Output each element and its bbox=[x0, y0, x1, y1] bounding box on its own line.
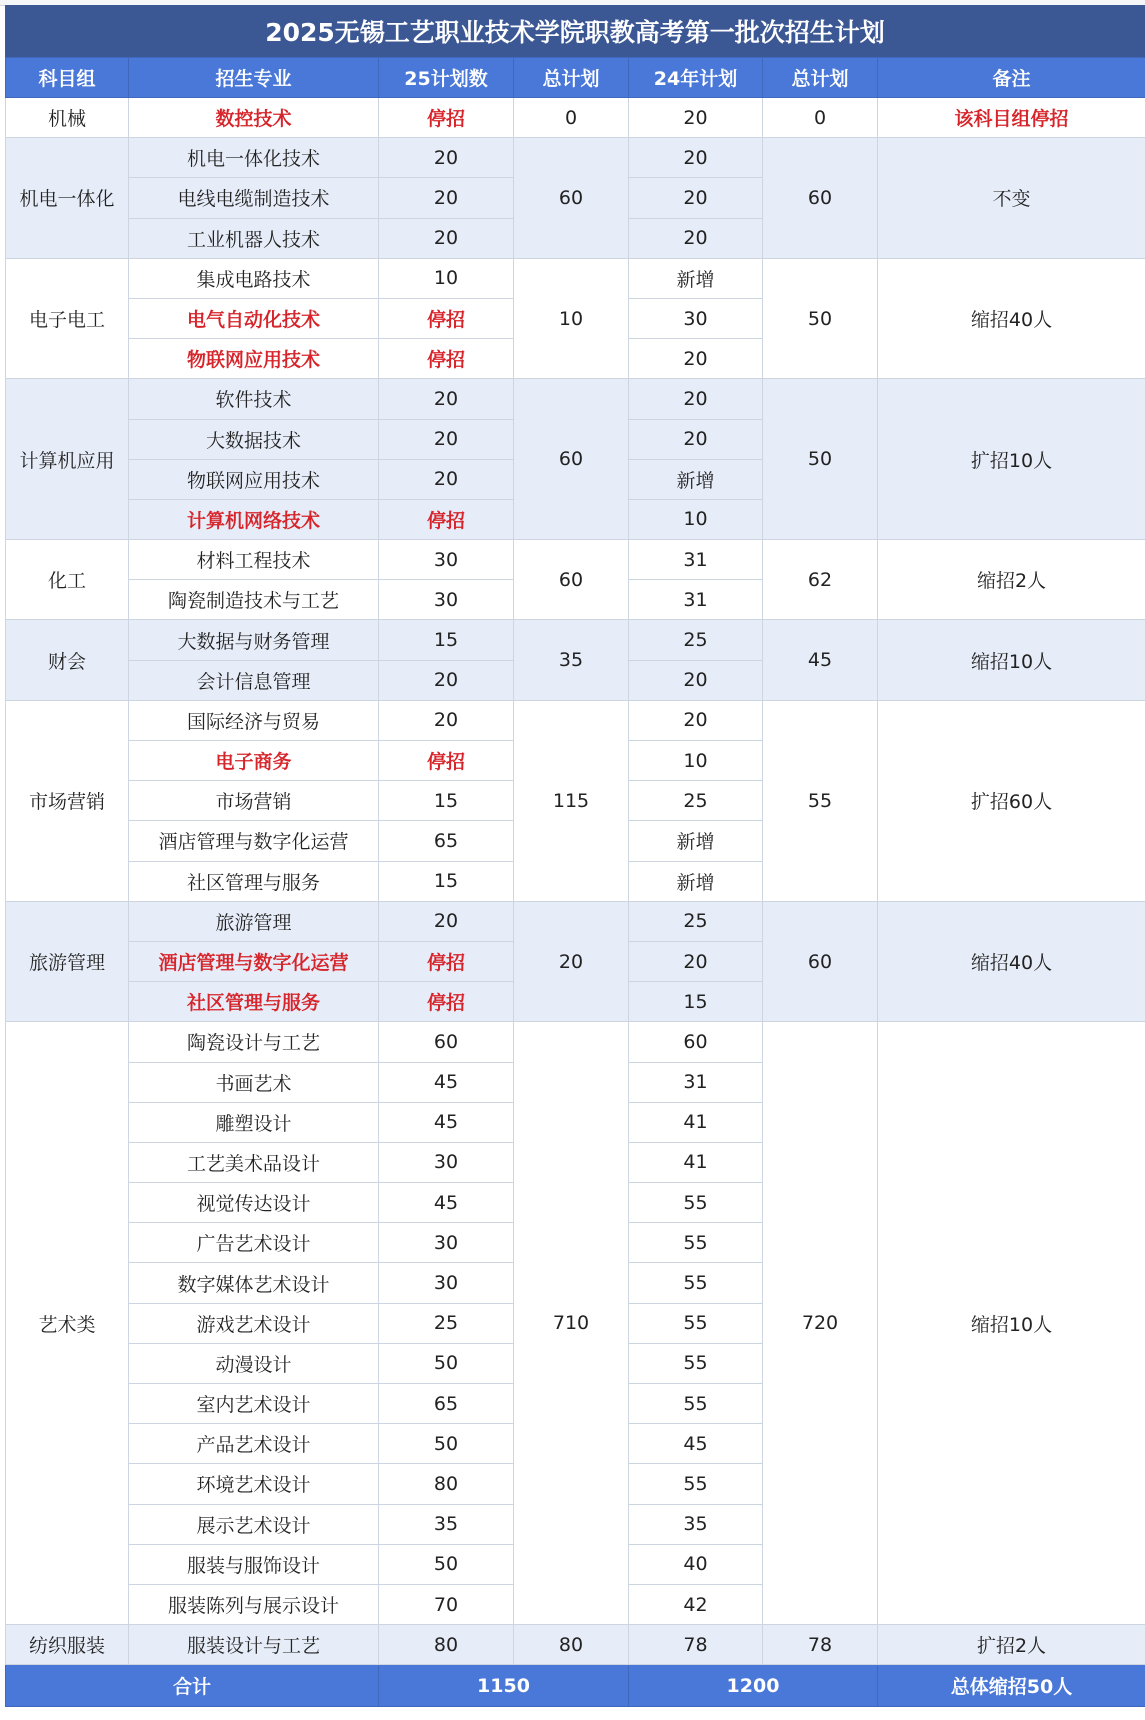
major-cell: 陶瓷设计与工艺 bbox=[129, 1022, 379, 1062]
note-cell: 缩招10人 bbox=[878, 620, 1145, 700]
table-row bbox=[6, 700, 1145, 740]
plan-25-cell: 20 bbox=[379, 700, 514, 740]
header-row bbox=[6, 58, 1145, 98]
total-plan-25: 1150 bbox=[379, 1665, 629, 1707]
header-note: 备注 bbox=[878, 58, 1145, 98]
total-note: 总体缩招50人 bbox=[878, 1665, 1145, 1707]
plan-24-cell: 10 bbox=[629, 741, 763, 781]
plan-25-cell: 65 bbox=[379, 1384, 514, 1424]
plan-25-cell: 停招 bbox=[379, 499, 514, 539]
major-cell: 软件技术 bbox=[129, 379, 379, 419]
major-cell: 会计信息管理 bbox=[129, 660, 379, 700]
plan-25-cell: 20 bbox=[379, 379, 514, 419]
note-cell: 扩招10人 bbox=[878, 379, 1145, 540]
plan-25-cell: 15 bbox=[379, 620, 514, 660]
group-total-24-cell: 60 bbox=[763, 901, 878, 1022]
group-total-24-cell: 50 bbox=[763, 379, 878, 540]
major-cell: 展示艺术设计 bbox=[129, 1504, 379, 1544]
major-cell: 广告艺术设计 bbox=[129, 1223, 379, 1263]
plan-24-cell: 55 bbox=[629, 1343, 763, 1383]
note-cell: 缩招10人 bbox=[878, 1022, 1145, 1625]
subject-group-cell: 计算机应用 bbox=[6, 379, 129, 540]
major-cell: 动漫设计 bbox=[129, 1343, 379, 1383]
plan-25-cell: 15 bbox=[379, 781, 514, 821]
table-body bbox=[6, 98, 1145, 1665]
plan-24-cell: 31 bbox=[629, 540, 763, 580]
major-cell: 服装与服饰设计 bbox=[129, 1544, 379, 1584]
plan-24-cell: 20 bbox=[629, 178, 763, 218]
group-total-24-cell: 78 bbox=[763, 1625, 878, 1665]
major-cell: 物联网应用技术 bbox=[129, 459, 379, 499]
plan-24-cell: 55 bbox=[629, 1263, 763, 1303]
sheet-title: 2025无锡工艺职业技术学院职教高考第一批次招生计划 bbox=[5, 5, 1145, 57]
plan-25-cell: 30 bbox=[379, 1223, 514, 1263]
plan-24-cell: 31 bbox=[629, 1062, 763, 1102]
table-row bbox=[6, 258, 1145, 298]
major-cell: 游戏艺术设计 bbox=[129, 1303, 379, 1343]
plan-24-cell: 25 bbox=[629, 901, 763, 941]
plan-24-cell: 20 bbox=[629, 98, 763, 138]
plan-24-cell: 新增 bbox=[629, 258, 763, 298]
header-major: 招生专业 bbox=[129, 58, 379, 98]
plan-24-cell: 55 bbox=[629, 1384, 763, 1424]
plan-24-cell: 20 bbox=[629, 379, 763, 419]
plan-25-cell: 20 bbox=[379, 218, 514, 258]
major-cell: 社区管理与服务 bbox=[129, 982, 379, 1022]
plan-24-cell: 55 bbox=[629, 1464, 763, 1504]
major-cell: 数控技术 bbox=[129, 98, 379, 138]
plan-25-cell: 停招 bbox=[379, 98, 514, 138]
major-cell: 物联网应用技术 bbox=[129, 339, 379, 379]
table-row bbox=[6, 620, 1145, 660]
group-total-24-cell: 60 bbox=[763, 138, 878, 259]
major-cell: 材料工程技术 bbox=[129, 540, 379, 580]
plan-24-cell: 78 bbox=[629, 1625, 763, 1665]
plan-25-cell: 停招 bbox=[379, 298, 514, 338]
plan-24-cell: 新增 bbox=[629, 861, 763, 901]
major-cell: 数字媒体艺术设计 bbox=[129, 1263, 379, 1303]
note-cell: 该科目组停招 bbox=[878, 98, 1145, 138]
major-cell: 服装陈列与展示设计 bbox=[129, 1584, 379, 1624]
subject-group-cell: 电子电工 bbox=[6, 258, 129, 379]
plan-25-cell: 30 bbox=[379, 1142, 514, 1182]
plan-25-cell: 45 bbox=[379, 1183, 514, 1223]
plan-24-cell: 15 bbox=[629, 982, 763, 1022]
group-total-24-cell: 720 bbox=[763, 1022, 878, 1625]
header-total-25: 总计划 bbox=[514, 58, 629, 98]
group-total-25-cell: 710 bbox=[514, 1022, 629, 1625]
plan-24-cell: 55 bbox=[629, 1303, 763, 1343]
header-plan-24: 24年计划 bbox=[629, 58, 763, 98]
plan-24-cell: 42 bbox=[629, 1584, 763, 1624]
plan-24-cell: 40 bbox=[629, 1544, 763, 1584]
plan-25-cell: 50 bbox=[379, 1544, 514, 1584]
plan-25-cell: 20 bbox=[379, 901, 514, 941]
plan-25-cell: 50 bbox=[379, 1424, 514, 1464]
major-cell: 工业机器人技术 bbox=[129, 218, 379, 258]
plan-24-cell: 新增 bbox=[629, 821, 763, 861]
subject-group-cell: 纺织服装 bbox=[6, 1625, 129, 1665]
plan-25-cell: 30 bbox=[379, 1263, 514, 1303]
major-cell: 国际经济与贸易 bbox=[129, 700, 379, 740]
major-cell: 旅游管理 bbox=[129, 901, 379, 941]
plan-25-cell: 停招 bbox=[379, 941, 514, 981]
subject-group-cell: 机电一体化 bbox=[6, 138, 129, 259]
total-row bbox=[6, 1665, 1145, 1707]
note-cell: 缩招2人 bbox=[878, 540, 1145, 620]
table-row bbox=[6, 138, 1145, 178]
table-row bbox=[6, 379, 1145, 419]
plan-25-cell: 30 bbox=[379, 540, 514, 580]
group-total-25-cell: 35 bbox=[514, 620, 629, 700]
major-cell: 集成电路技术 bbox=[129, 258, 379, 298]
major-cell: 大数据与财务管理 bbox=[129, 620, 379, 660]
major-cell: 电线电缆制造技术 bbox=[129, 178, 379, 218]
plan-24-cell: 31 bbox=[629, 580, 763, 620]
table-row bbox=[6, 1625, 1145, 1665]
major-cell: 电子商务 bbox=[129, 741, 379, 781]
group-total-25-cell: 10 bbox=[514, 258, 629, 379]
plan-25-cell: 20 bbox=[379, 459, 514, 499]
major-cell: 社区管理与服务 bbox=[129, 861, 379, 901]
note-cell: 缩招40人 bbox=[878, 258, 1145, 379]
plan-24-cell: 35 bbox=[629, 1504, 763, 1544]
plan-25-cell: 15 bbox=[379, 861, 514, 901]
table-row bbox=[6, 1022, 1145, 1062]
subject-group-cell: 旅游管理 bbox=[6, 901, 129, 1022]
plan-25-cell: 10 bbox=[379, 258, 514, 298]
plan-25-cell: 65 bbox=[379, 821, 514, 861]
major-cell: 书画艺术 bbox=[129, 1062, 379, 1102]
plan-25-cell: 20 bbox=[379, 138, 514, 178]
plan-25-cell: 70 bbox=[379, 1584, 514, 1624]
group-total-25-cell: 20 bbox=[514, 901, 629, 1022]
total-label: 合计 bbox=[6, 1665, 379, 1707]
plan-25-cell: 30 bbox=[379, 580, 514, 620]
note-cell: 扩招2人 bbox=[878, 1625, 1145, 1665]
header-total-24: 总计划 bbox=[763, 58, 878, 98]
note-cell: 缩招40人 bbox=[878, 901, 1145, 1022]
major-cell: 陶瓷制造技术与工艺 bbox=[129, 580, 379, 620]
group-total-24-cell: 45 bbox=[763, 620, 878, 700]
plan-24-cell: 20 bbox=[629, 138, 763, 178]
plan-24-cell: 20 bbox=[629, 218, 763, 258]
subject-group-cell: 财会 bbox=[6, 620, 129, 700]
plan-25-cell: 20 bbox=[379, 419, 514, 459]
group-total-24-cell: 62 bbox=[763, 540, 878, 620]
major-cell: 酒店管理与数字化运营 bbox=[129, 941, 379, 981]
plan-24-cell: 20 bbox=[629, 941, 763, 981]
group-total-25-cell: 80 bbox=[514, 1625, 629, 1665]
major-cell: 服装设计与工艺 bbox=[129, 1625, 379, 1665]
plan-24-cell: 41 bbox=[629, 1142, 763, 1182]
plan-24-cell: 60 bbox=[629, 1022, 763, 1062]
group-total-25-cell: 115 bbox=[514, 700, 629, 901]
total-plan-24: 1200 bbox=[629, 1665, 878, 1707]
major-cell: 机电一体化技术 bbox=[129, 138, 379, 178]
group-total-25-cell: 60 bbox=[514, 379, 629, 540]
plan-25-cell: 停招 bbox=[379, 339, 514, 379]
plan-25-cell: 50 bbox=[379, 1343, 514, 1383]
plan-25-cell: 45 bbox=[379, 1062, 514, 1102]
major-cell: 酒店管理与数字化运营 bbox=[129, 821, 379, 861]
plan-25-cell: 80 bbox=[379, 1625, 514, 1665]
major-cell: 雕塑设计 bbox=[129, 1102, 379, 1142]
header-subject-group: 科目组 bbox=[6, 58, 129, 98]
group-total-24-cell: 50 bbox=[763, 258, 878, 379]
plan-24-cell: 55 bbox=[629, 1223, 763, 1263]
plan-24-cell: 25 bbox=[629, 781, 763, 821]
plan-24-cell: 20 bbox=[629, 700, 763, 740]
plan-25-cell: 停招 bbox=[379, 982, 514, 1022]
group-total-25-cell: 60 bbox=[514, 540, 629, 620]
major-cell: 室内艺术设计 bbox=[129, 1384, 379, 1424]
major-cell: 产品艺术设计 bbox=[129, 1424, 379, 1464]
table-row bbox=[6, 540, 1145, 580]
plan-24-cell: 41 bbox=[629, 1102, 763, 1142]
major-cell: 市场营销 bbox=[129, 781, 379, 821]
group-total-24-cell: 0 bbox=[763, 98, 878, 138]
plan-25-cell: 25 bbox=[379, 1303, 514, 1343]
plan-25-cell: 60 bbox=[379, 1022, 514, 1062]
plan-25-cell: 45 bbox=[379, 1102, 514, 1142]
header-plan-25: 25计划数 bbox=[379, 58, 514, 98]
plan-24-cell: 30 bbox=[629, 298, 763, 338]
plan-24-cell: 新增 bbox=[629, 459, 763, 499]
major-cell: 视觉传达设计 bbox=[129, 1183, 379, 1223]
plan-24-cell: 45 bbox=[629, 1424, 763, 1464]
subject-group-cell: 市场营销 bbox=[6, 700, 129, 901]
plan-25-cell: 80 bbox=[379, 1464, 514, 1504]
major-cell: 计算机网络技术 bbox=[129, 499, 379, 539]
table-row bbox=[6, 901, 1145, 941]
group-total-25-cell: 0 bbox=[514, 98, 629, 138]
plan-25-cell: 停招 bbox=[379, 741, 514, 781]
major-cell: 环境艺术设计 bbox=[129, 1464, 379, 1504]
plan-24-cell: 55 bbox=[629, 1183, 763, 1223]
plan-24-cell: 20 bbox=[629, 660, 763, 700]
plan-24-cell: 20 bbox=[629, 339, 763, 379]
plan-24-cell: 10 bbox=[629, 499, 763, 539]
note-cell: 扩招60人 bbox=[878, 700, 1145, 901]
note-cell: 不变 bbox=[878, 138, 1145, 259]
group-total-25-cell: 60 bbox=[514, 138, 629, 259]
enrollment-plan-table bbox=[5, 57, 1145, 1707]
major-cell: 电气自动化技术 bbox=[129, 298, 379, 338]
plan-24-cell: 20 bbox=[629, 419, 763, 459]
group-total-24-cell: 55 bbox=[763, 700, 878, 901]
table-row bbox=[6, 98, 1145, 138]
major-cell: 大数据技术 bbox=[129, 419, 379, 459]
plan-25-cell: 20 bbox=[379, 660, 514, 700]
plan-25-cell: 35 bbox=[379, 1504, 514, 1544]
subject-group-cell: 化工 bbox=[6, 540, 129, 620]
subject-group-cell: 艺术类 bbox=[6, 1022, 129, 1625]
major-cell: 工艺美术品设计 bbox=[129, 1142, 379, 1182]
plan-24-cell: 25 bbox=[629, 620, 763, 660]
subject-group-cell: 机械 bbox=[6, 98, 129, 138]
plan-25-cell: 20 bbox=[379, 178, 514, 218]
